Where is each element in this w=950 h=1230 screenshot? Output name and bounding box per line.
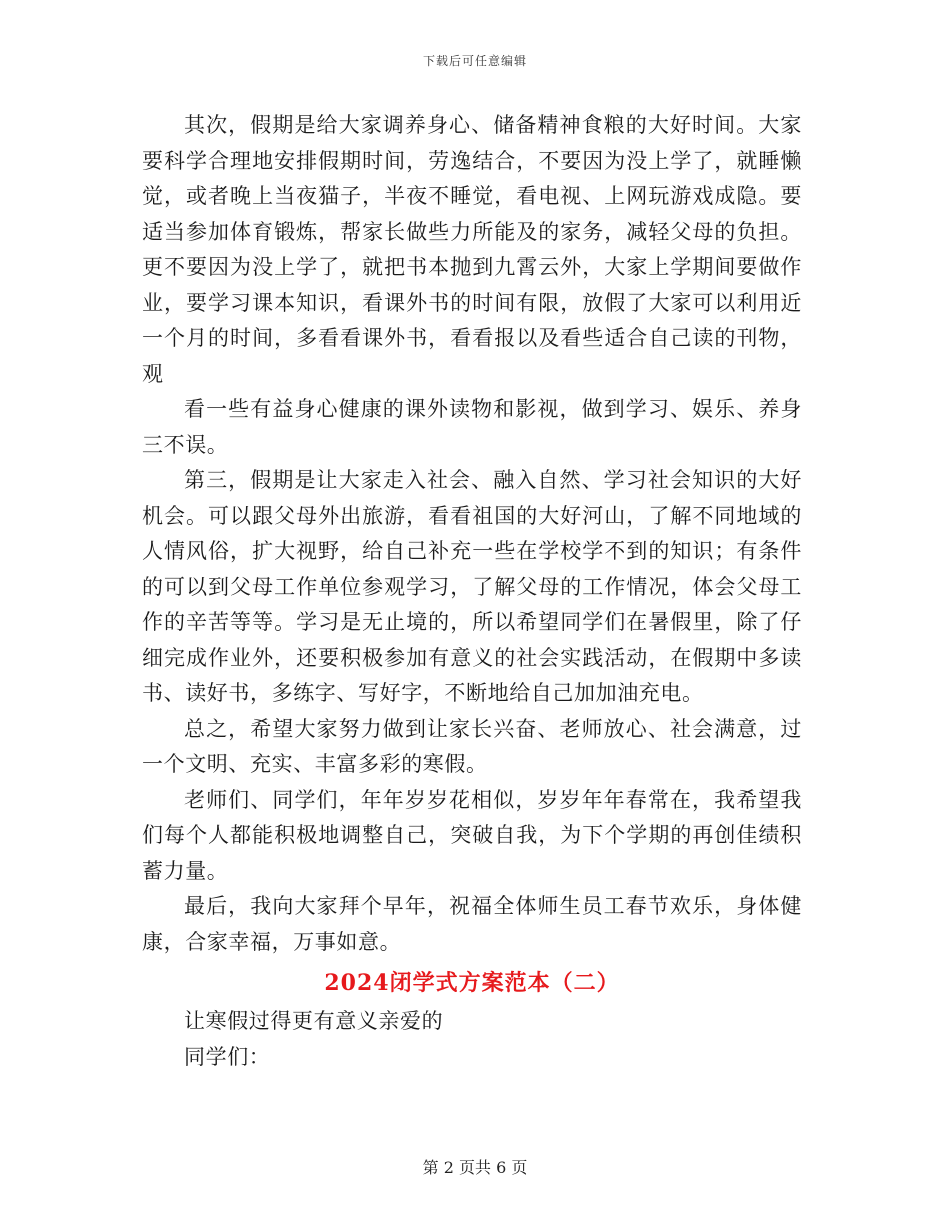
paragraph-summary: 总之，希望大家努力做到让家长兴奋、老师放心、社会满意，过一个文明、充实、丰富多彩的寒假。 <box>142 716 802 776</box>
paragraph-greeting: 同学们： <box>184 1044 271 1069</box>
paragraph-intro: 让寒假过得更有意义亲爱的 <box>184 1009 444 1033</box>
header-note: 下载后可任意编辑 <box>422 54 527 68</box>
paragraph-encouragement: 老师们、同学们，年年岁岁花相似，岁岁年年春常在，我希望我们每个人都能积极地调整自己，突破自我，为下个学期的再创佳绩积蓄力量。 <box>142 787 802 883</box>
paragraph-new-year-wishes: 最后，我向大家拜个早年，祝福全体师生员工春节欢乐，身体健康，合家幸福，万事如意。 <box>142 894 802 954</box>
section-title: 2024闭学式方案范本（二） <box>324 970 620 996</box>
page-number: 第 2 页共 6 页 <box>422 1158 528 1177</box>
document-body <box>142 108 802 1075</box>
paragraph-watch-reading: 看一些有益身心健康的课外读物和影视，做到学习、娱乐、养身三不误。 <box>142 397 802 457</box>
paragraph-social-learning: 第三，假期是让大家走入社会、融入自然、学习社会知识的大好机会。可以跟父母外出旅游，看看祖国的大好河山，了解不同地域的人情风俗，扩大视野，给自己补充一些在学校学不到的知识；有条件的可以到父母工作单位参观学习，了解父母的工作情况，体会父母工作的辛苦等等。学习是无止境的，所以希望同学们在暑假里，除了仔细完成作业外，还要积极参加有意义的社会实践活动，在假期中多读书、读好书，多练字、写好字，不断地给自己加加油充电。 <box>142 468 802 705</box>
paragraph-rest-health: 其次，假期是给大家调养身心、储备精神食粮的大好时间。大家要科学合理地安排假期时间，劳逸结合，不要因为没上学了，就睡懒觉，或者晚上当夜猫子，半夜不睡觉，看电视、上网玩游戏成隐。要适当参加体育锻炼，帮家长做些力所能及的家务，减轻父母的负担。更不要因为没上学了，就把书本抛到九霄云外，大家上学期间要做作业，要学习课本知识，看课外书的时间有限，放假了大家可以利用近一个月的时间，多看看课外书，看看报以及看些适合自己读的刊物，观 <box>142 113 802 386</box>
